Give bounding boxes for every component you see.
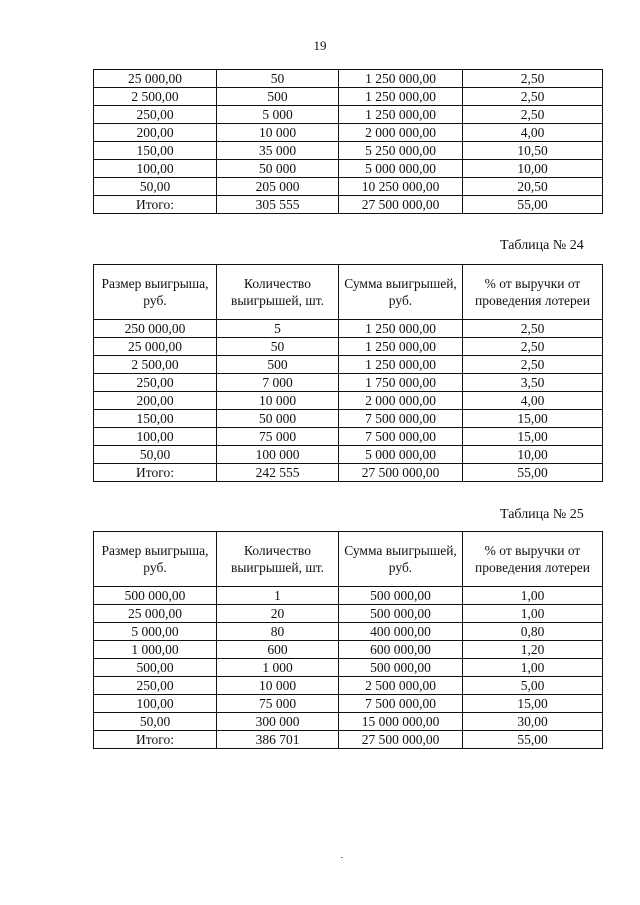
table-row	[94, 106, 603, 124]
table-cell: 1,00	[463, 659, 603, 677]
table-cell: 27 500 000,00	[339, 731, 463, 749]
table-cell: 1 250 000,00	[339, 70, 463, 88]
table-cell: 1 000,00	[94, 641, 217, 659]
table-cell: 500	[217, 356, 339, 374]
table-cell: 75 000	[217, 695, 339, 713]
table-cell: 25 000,00	[94, 605, 217, 623]
table1-body	[94, 70, 603, 214]
table-cell: 500 000,00	[339, 659, 463, 677]
header-revenue-percent: % от выручки от проведения лотереи	[463, 265, 603, 320]
table-row	[94, 713, 603, 731]
table-25-caption: Таблица № 25	[500, 507, 584, 522]
table-cell: 242 555	[217, 464, 339, 482]
table-cell: 1 750 000,00	[339, 374, 463, 392]
table-cell: 2 500 000,00	[339, 677, 463, 695]
header-prize-sum: Сумма выигрышей, руб.	[339, 265, 463, 320]
table-24-caption: Таблица № 24	[500, 238, 584, 253]
table-cell: 55,00	[463, 464, 603, 482]
scan-speck	[341, 857, 343, 858]
table-row	[94, 410, 603, 428]
table-row	[94, 641, 603, 659]
table-row	[94, 124, 603, 142]
table-cell: 1,00	[463, 605, 603, 623]
table-row	[94, 178, 603, 196]
table-cell: 200,00	[94, 392, 217, 410]
table-row	[94, 374, 603, 392]
table-cell: 10 000	[217, 124, 339, 142]
table-row	[94, 160, 603, 178]
table-cell: 100,00	[94, 695, 217, 713]
table-cell: 10 000	[217, 677, 339, 695]
table-row	[94, 446, 603, 464]
table-cell: 20	[217, 605, 339, 623]
table-cell: 100 000	[217, 446, 339, 464]
table-row	[94, 356, 603, 374]
table-cell: 50	[217, 338, 339, 356]
table-cell: 7 500 000,00	[339, 695, 463, 713]
table-cell: 150,00	[94, 410, 217, 428]
header-prize-count: Количество выигрышей, шт.	[217, 532, 339, 587]
prize-table-25	[93, 531, 603, 749]
table-cell: 10,00	[463, 446, 603, 464]
table-cell: 600	[217, 641, 339, 659]
table-cell: 55,00	[463, 731, 603, 749]
table-cell: 10,00	[463, 160, 603, 178]
table-cell: 35 000	[217, 142, 339, 160]
table-cell: 25 000,00	[94, 70, 217, 88]
table-cell: 5 000,00	[94, 623, 217, 641]
table-cell: 1 250 000,00	[339, 106, 463, 124]
table-cell: 10 250 000,00	[339, 178, 463, 196]
table-cell: 0,80	[463, 623, 603, 641]
table-cell: 1 250 000,00	[339, 356, 463, 374]
table-cell: 1,00	[463, 587, 603, 605]
table-cell: 250,00	[94, 374, 217, 392]
table-row	[94, 142, 603, 160]
table-cell: 5,00	[463, 677, 603, 695]
table24-header	[94, 265, 603, 320]
table-row	[94, 605, 603, 623]
table-cell: 80	[217, 623, 339, 641]
table-row	[94, 428, 603, 446]
total-row	[94, 464, 603, 482]
table-cell: 50,00	[94, 446, 217, 464]
table-cell: 2 000 000,00	[339, 392, 463, 410]
table-cell: 1	[217, 587, 339, 605]
table-cell: 205 000	[217, 178, 339, 196]
table-row	[94, 70, 603, 88]
table-cell: 1 250 000,00	[339, 320, 463, 338]
table-cell: Итого:	[94, 464, 217, 482]
table-cell: 386 701	[217, 731, 339, 749]
table-cell: 1 250 000,00	[339, 338, 463, 356]
table-cell: 2,50	[463, 320, 603, 338]
table-row	[94, 695, 603, 713]
table-cell: 500	[217, 88, 339, 106]
total-row	[94, 731, 603, 749]
table-cell: 2,50	[463, 106, 603, 124]
table-cell: 100,00	[94, 160, 217, 178]
table24-body	[94, 320, 603, 482]
table-cell: 20,50	[463, 178, 603, 196]
header-prize-sum: Сумма выигрышей, руб.	[339, 532, 463, 587]
table-cell: 5 000 000,00	[339, 160, 463, 178]
table25-body	[94, 587, 603, 749]
table-cell: 500 000,00	[94, 587, 217, 605]
prize-table-continued	[93, 69, 603, 214]
table-cell: 500,00	[94, 659, 217, 677]
table-row	[94, 587, 603, 605]
table-cell: 250,00	[94, 106, 217, 124]
table-row	[94, 677, 603, 695]
table-cell: 2 500,00	[94, 88, 217, 106]
total-row	[94, 196, 603, 214]
table-cell: 3,50	[463, 374, 603, 392]
table-cell: 10,50	[463, 142, 603, 160]
table-cell: 400 000,00	[339, 623, 463, 641]
table-cell: 7 500 000,00	[339, 428, 463, 446]
table-cell: 100,00	[94, 428, 217, 446]
table-cell: 1 250 000,00	[339, 88, 463, 106]
table-row	[94, 623, 603, 641]
table-cell: 15 000 000,00	[339, 713, 463, 731]
table-row	[94, 338, 603, 356]
table-cell: 15,00	[463, 695, 603, 713]
table-cell: 55,00	[463, 196, 603, 214]
header-revenue-percent: % от выручки от проведения лотереи	[463, 532, 603, 587]
table-cell: 1,20	[463, 641, 603, 659]
table-cell: 27 500 000,00	[339, 464, 463, 482]
table-cell: 5 000	[217, 106, 339, 124]
table-cell: 2,50	[463, 70, 603, 88]
table-cell: 1 000	[217, 659, 339, 677]
table-cell: Итого:	[94, 196, 217, 214]
table-cell: 5 250 000,00	[339, 142, 463, 160]
table-cell: 30,00	[463, 713, 603, 731]
table-cell: 25 000,00	[94, 338, 217, 356]
table-cell: 2,50	[463, 356, 603, 374]
table-cell: 15,00	[463, 428, 603, 446]
table-cell: 7 000	[217, 374, 339, 392]
table-cell: 50,00	[94, 713, 217, 731]
table-cell: 15,00	[463, 410, 603, 428]
table-cell: 250,00	[94, 677, 217, 695]
table-cell: 2 500,00	[94, 356, 217, 374]
table-cell: 500 000,00	[339, 605, 463, 623]
table25-header	[94, 532, 603, 587]
table-cell: 305 555	[217, 196, 339, 214]
table-cell: 2,50	[463, 338, 603, 356]
table-cell: Итого:	[94, 731, 217, 749]
table-cell: 300 000	[217, 713, 339, 731]
table-cell: 10 000	[217, 392, 339, 410]
page-number: 19	[313, 38, 327, 53]
table-cell: 600 000,00	[339, 641, 463, 659]
table-cell: 7 500 000,00	[339, 410, 463, 428]
table-cell: 250 000,00	[94, 320, 217, 338]
table-cell: 5 000 000,00	[339, 446, 463, 464]
header-prize-size: Размер выигрыша, руб.	[94, 532, 217, 587]
table-cell: 75 000	[217, 428, 339, 446]
table-cell: 50,00	[94, 178, 217, 196]
table-cell: 2,50	[463, 88, 603, 106]
table-cell: 5	[217, 320, 339, 338]
table-cell: 200,00	[94, 124, 217, 142]
table-cell: 50 000	[217, 410, 339, 428]
table-cell: 27 500 000,00	[339, 196, 463, 214]
header-prize-size: Размер выигрыша, руб.	[94, 265, 217, 320]
table-cell: 4,00	[463, 392, 603, 410]
table-cell: 150,00	[94, 142, 217, 160]
table-cell: 2 000 000,00	[339, 124, 463, 142]
table-cell: 50 000	[217, 160, 339, 178]
table-row	[94, 659, 603, 677]
prize-table-24	[93, 264, 603, 482]
table-cell: 500 000,00	[339, 587, 463, 605]
header-prize-count: Количество выигрышей, шт.	[217, 265, 339, 320]
table-cell: 50	[217, 70, 339, 88]
table-cell: 4,00	[463, 124, 603, 142]
table-row	[94, 88, 603, 106]
table-row	[94, 392, 603, 410]
table-row	[94, 320, 603, 338]
